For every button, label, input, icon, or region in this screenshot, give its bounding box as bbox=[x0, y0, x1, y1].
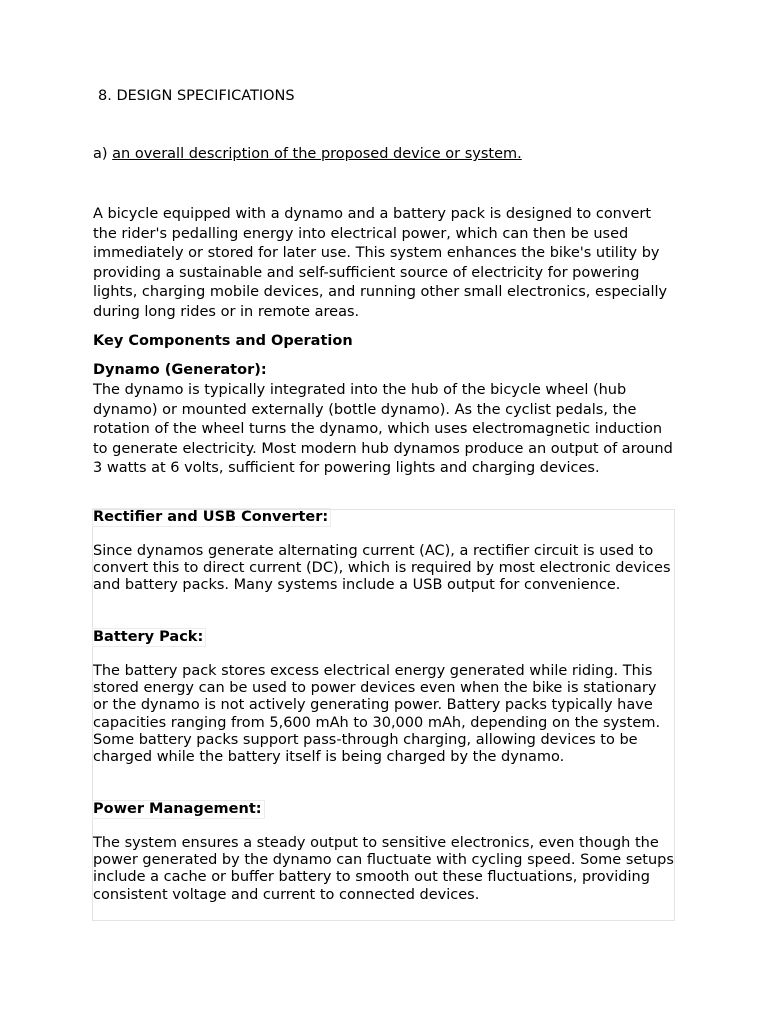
subheading-text: an overall description of the proposed device or system. bbox=[112, 146, 522, 162]
section-heading: 8. DESIGN SPECIFICATIONS bbox=[98, 88, 295, 104]
battery-text: The battery pack stores excess electrical energy generated while riding. This stored energy can be used to power devices even when the bike is stationary or the dynamo is not actively generating power. Battery packs typically have capacities ranging from 5,600 mAh to 30,000 mAh, depending on the system. Some battery packs support pass-through charging, allowing devices to be charged while the battery itself is being charged by the dynamo. bbox=[93, 663, 661, 766]
rectifier-text: Since dynamos generate alternating current (AC), a rectifier circuit is used to convert this to direct current (DC), which is required by most electronic devices and battery packs. Many systems include a USB output for convenience. bbox=[93, 543, 671, 594]
dynamo-title: Dynamo (Generator): bbox=[93, 362, 267, 378]
subheading bbox=[93, 145, 522, 163]
intro-paragraph: A bicycle equipped with a dynamo and a battery pack is designed to convert the rider's pedalling energy into electrical power, which can then be used immediately or stored for later use. This system enhances the bike's utility by providing a sustainable and self-sufficient source of electricity for powering lights, charging mobile devices, and running other small electronics, especially during long rides or in remote areas. bbox=[93, 206, 668, 320]
power-management-text: The system ensures a steady output to sensitive electronics, even though the power generated by the dynamo can fluctuate with cycling speed. Some setups include a cache or buffer battery to smooth out these fluctuations, providing consistent voltage and current to connected devices. bbox=[93, 835, 674, 903]
power-management-title: Power Management: bbox=[93, 801, 262, 817]
battery-title: Battery Pack: bbox=[93, 629, 204, 645]
subheading-prefix: a) bbox=[93, 146, 108, 162]
rectifier-title: Rectifier and USB Converter: bbox=[93, 509, 329, 525]
dynamo-text: The dynamo is typically integrated into the hub of the bicycle wheel (hub dynamo) or mounted externally (bottle dynamo). As the cyclist pedals, the rotation of the wheel turns the dynamo, which uses electromagnetic induction to generate electricity. Most modern hub dynamos produce an output of around 3 watts at 6 volts, sufficient for powering lights and charging devices. bbox=[93, 382, 673, 477]
key-components-heading: Key Components and Operation bbox=[93, 333, 353, 349]
